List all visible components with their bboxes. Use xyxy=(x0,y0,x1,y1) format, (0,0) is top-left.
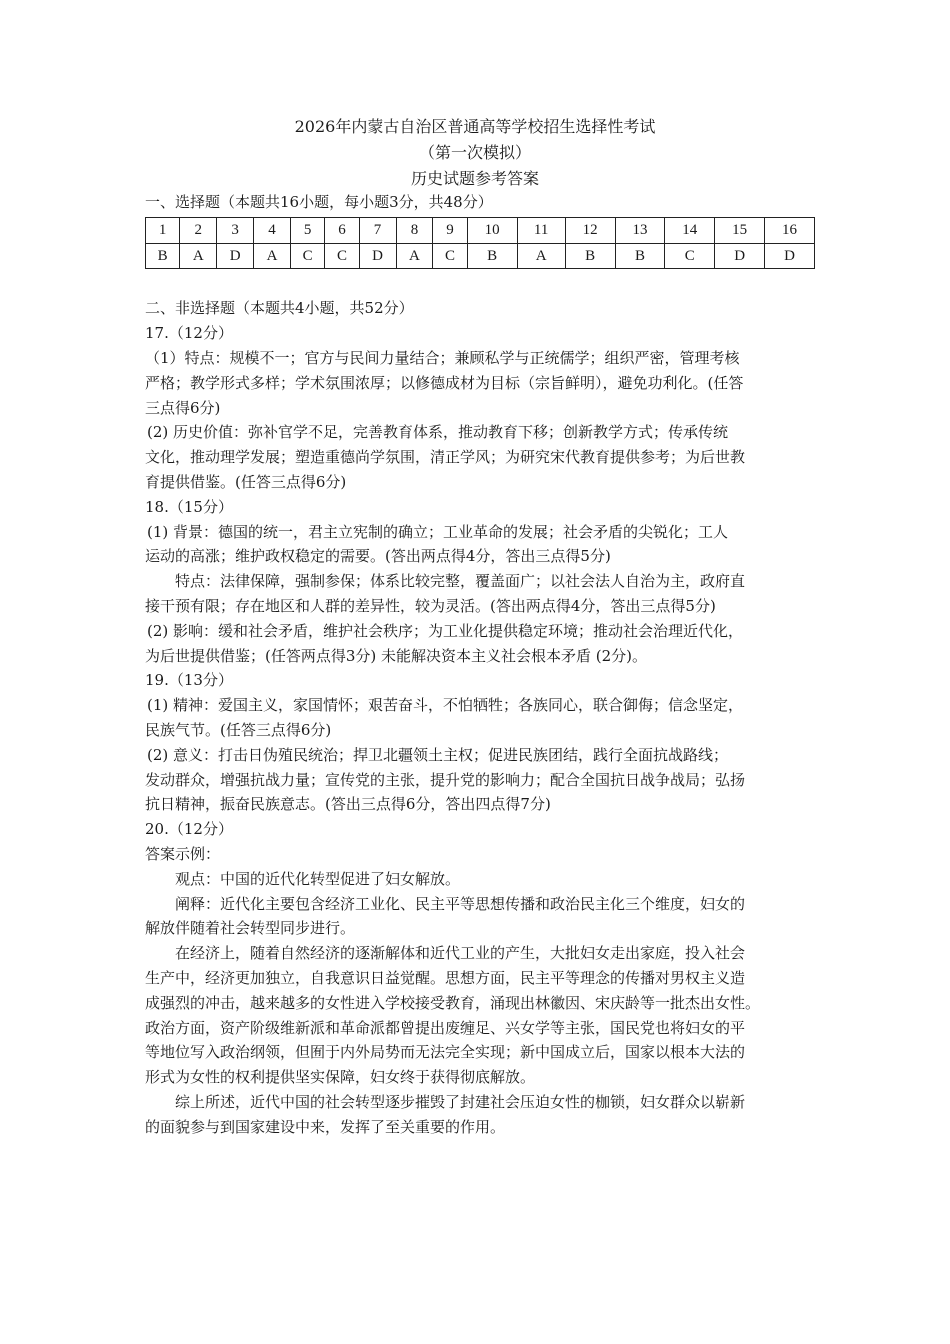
q18-line: 为后世提供借鉴；(任答两点得3分) 未能解决资本主义社会根本矛盾 (2分)。 xyxy=(145,646,648,665)
qnum-cell: 4 xyxy=(254,217,291,243)
q17-line: 严格；教学形式多样；学术氛围浓厚；以修德成材为目标（宗旨鲜明），避免功利化。(任答 xyxy=(145,373,744,392)
qnum-cell: 14 xyxy=(665,217,715,243)
q17-line: 文化，推动理学发展；塑造重德尚学氛围，清正学风；为研究宋代教育提供参考；为后世教 xyxy=(145,448,746,467)
answer-cell: A xyxy=(396,243,433,269)
section2-heading: 二、非选择题（本题共4小题，共52分） xyxy=(145,299,414,318)
q17-line: （1）特点：规模不一；官方与民间力量结合；兼顾私学与正统儒学；组织严密，管理考核 xyxy=(145,348,740,367)
answer-cell: C xyxy=(325,243,359,269)
answer-cell: A xyxy=(517,243,565,269)
answer-cell: D xyxy=(217,243,254,269)
answer-table xyxy=(145,217,815,270)
qnum-cell: 11 xyxy=(517,217,565,243)
content-body xyxy=(145,190,815,1139)
q19-line: 发动群众，增强抗战力量；宣传党的主张，提升党的影响力；配合全国抗日战争战局；弘扬 xyxy=(145,770,746,789)
q17-line: (2) 历史价值：弥补官学不足，完善教育体系，推动教育下移；创新教学方式；传承传统 xyxy=(147,423,729,442)
answer-cell: C xyxy=(433,243,467,269)
qnum-cell: 1 xyxy=(146,217,180,243)
q19-line: 抗日精神，振奋民族意志。(答出三点得6分，答出四点得7分) xyxy=(145,795,551,814)
title-block xyxy=(0,114,950,192)
q20-line: 成强烈的冲击，越来越多的女性进入学校接受教育，涌现出林徽因、宋庆龄等一批杰出女性。 xyxy=(145,993,761,1012)
answer-cell: B xyxy=(146,243,180,269)
document-title: 历史试题参考答案 xyxy=(410,169,539,188)
qnum-cell: 15 xyxy=(715,217,765,243)
q20-line: 形式为女性的权利提供坚实保障，妇女终于获得彻底解放。 xyxy=(145,1068,536,1087)
q20-line: 观点：中国的近代化转型促进了妇女解放。 xyxy=(175,869,461,888)
q20-line: 解放伴随着社会转型同步进行。 xyxy=(145,919,356,938)
q20-line: 综上所述，近代中国的社会转型逐步摧毁了封建社会压迫女性的枷锁，妇女群众以崭新 xyxy=(175,1092,746,1111)
answer-cell: A xyxy=(180,243,217,269)
q20-line: 的面貌参与到国家建设中来，发挥了至关重要的作用。 xyxy=(145,1117,506,1136)
q20-line: 答案示例： xyxy=(145,844,221,863)
answer-cell: B xyxy=(467,243,517,269)
q20-line: 政治方面，资产阶级维新派和革命派都曾提出废缠足、兴女学等主张，国民党也将妇女的平 xyxy=(145,1018,746,1037)
q17-heading: 17.（12分） xyxy=(145,324,233,343)
section-spacer xyxy=(145,269,815,296)
q20-line: 阐释：近代化主要包含经济工业化、民主平等思想传播和政治民主化三个维度，妇女的 xyxy=(175,894,746,913)
q18-heading: 18.（15分） xyxy=(145,497,233,516)
qnum-cell: 12 xyxy=(565,217,615,243)
q18-line: (2) 影响：缓和社会矛盾，维护社会秩序；为工业化提供稳定环境；推动社会治理近代化， xyxy=(147,621,744,640)
qnum-cell: 16 xyxy=(765,217,815,243)
answer-cell: D xyxy=(715,243,765,269)
exam-title: 2026年内蒙古自治区普通高等学校招生选择性考试 xyxy=(294,117,656,136)
answer-cell: C xyxy=(290,243,324,269)
answer-cell: D xyxy=(359,243,396,269)
qnum-cell: 13 xyxy=(615,217,665,243)
q20-heading: 20.（12分） xyxy=(145,820,233,839)
answer-row xyxy=(146,243,815,269)
q18-line: 接干预有限；存在地区和人群的差异性，较为灵活。(答出两点得4分，答出三点得5分) xyxy=(145,596,716,615)
q18-line: 运动的高涨；维护政权稳定的需要。(答出两点得4分，答出三点得5分) xyxy=(145,547,611,566)
q19-line: 民族气节。(任答三点得6分) xyxy=(145,720,332,739)
qnum-cell: 6 xyxy=(325,217,359,243)
q19-heading: 19.（13分） xyxy=(145,671,233,690)
answer-cell: B xyxy=(565,243,615,269)
q17-line: 三点得6分) xyxy=(145,398,221,417)
qnum-cell: 9 xyxy=(433,217,467,243)
qnum-cell: 3 xyxy=(217,217,254,243)
answer-cell: C xyxy=(665,243,715,269)
qnum-cell: 7 xyxy=(359,217,396,243)
q19-line: (1) 精神：爱国主义，家国情怀；艰苦奋斗，不怕牺牲；各族同心，联合御侮；信念坚定， xyxy=(147,696,744,715)
qnum-cell: 10 xyxy=(467,217,517,243)
q20-line: 等地位写入政治纲领，但囿于内外局势而无法完全实现；新中国成立后，国家以根本大法的 xyxy=(145,1043,746,1062)
qnum-cell: 2 xyxy=(180,217,217,243)
qnum-cell: 5 xyxy=(290,217,324,243)
section1-heading: 一、选择题（本题共16小题，每小题3分，共48分） xyxy=(145,193,493,211)
q20-line: 在经济上，随着自然经济的逐渐解体和近代工业的产生，大批妇女走出家庭，投入社会 xyxy=(175,944,746,963)
q19-line: (2) 意义：打击日伪殖民统治；捍卫北疆领土主权；促进民族团结，践行全面抗战路线； xyxy=(147,745,729,764)
answer-cell: D xyxy=(765,243,815,269)
answer-cell: A xyxy=(254,243,291,269)
exam-subtitle: （第一次模拟） xyxy=(418,143,531,162)
q18-line: (1) 背景：德国的统一，君主立宪制的确立；工业革命的发展；社会矛盾的尖锐化；工人 xyxy=(147,522,729,541)
answer-cell: B xyxy=(615,243,665,269)
question-number-row xyxy=(146,217,815,243)
qnum-cell: 8 xyxy=(396,217,433,243)
q18-line: 特点：法律保障，强制参保；体系比较完整，覆盖面广；以社会法人自治为主，政府直 xyxy=(175,572,746,591)
q20-line: 生产中，经济更加独立，自我意识日益觉醒。思想方面，民主平等理念的传播对男权主义造 xyxy=(145,968,746,987)
q17-line: 育提供借鉴。(任答三点得6分) xyxy=(145,472,347,491)
